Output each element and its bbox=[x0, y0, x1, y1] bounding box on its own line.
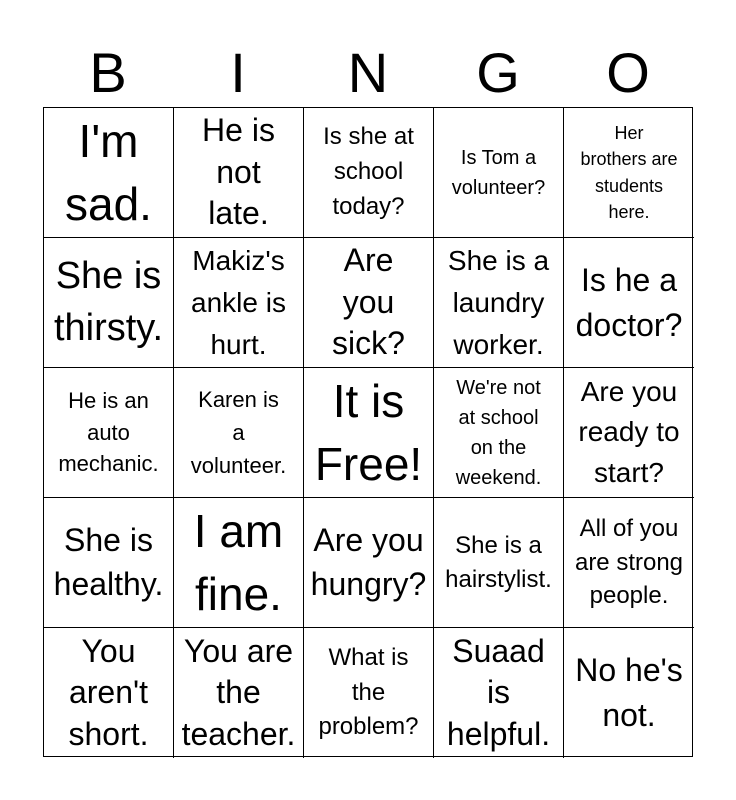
cell-text: Are you sick? bbox=[332, 242, 405, 362]
cell-text: What is the problem? bbox=[318, 643, 419, 741]
cell-text: Suaad is helpful. bbox=[446, 632, 551, 752]
header-letter-i: I bbox=[230, 41, 246, 104]
cell-text: You aren't short. bbox=[68, 632, 149, 752]
bingo-cell[interactable] bbox=[44, 368, 174, 498]
bingo-cell[interactable] bbox=[564, 238, 694, 368]
bingo-cell[interactable] bbox=[564, 108, 694, 238]
bingo-cell[interactable] bbox=[174, 238, 304, 368]
bingo-cell[interactable] bbox=[44, 108, 174, 238]
cell-text: Is she at school today? bbox=[323, 123, 414, 220]
cell-text: He is an auto mechanic. bbox=[58, 387, 159, 477]
bingo-cell[interactable] bbox=[44, 498, 174, 628]
bingo-cell[interactable] bbox=[564, 368, 694, 498]
cell-text: She is a laundry worker. bbox=[447, 244, 550, 360]
header-letter-o: O bbox=[606, 41, 650, 104]
bingo-cell[interactable] bbox=[304, 108, 434, 238]
cell-text: Are you ready to start? bbox=[578, 375, 680, 488]
bingo-cell[interactable] bbox=[44, 628, 174, 758]
cell-text: Her brothers are students here. bbox=[580, 123, 678, 222]
cell-text: Is Tom a volunteer? bbox=[451, 146, 546, 199]
cell-text: He is not late. bbox=[202, 112, 275, 232]
cell-text: All of you are strong people. bbox=[574, 515, 684, 610]
bingo-cell[interactable] bbox=[174, 628, 304, 758]
cell-text: Makiz's ankle is hurt. bbox=[191, 244, 286, 360]
header-letter-b: B bbox=[89, 41, 127, 104]
bingo-cell[interactable] bbox=[434, 368, 564, 498]
cell-text: You are the teacher. bbox=[181, 632, 296, 752]
cell-text: She is healthy. bbox=[53, 522, 164, 602]
cell-text: Is he a doctor? bbox=[575, 261, 683, 343]
bingo-cell[interactable] bbox=[304, 238, 434, 368]
cell-text: We're not at school on the weekend. bbox=[455, 376, 542, 489]
bingo-cell[interactable] bbox=[44, 238, 174, 368]
cell-text: I'm sad. bbox=[65, 114, 152, 230]
cell-text: Are you hungry? bbox=[310, 522, 427, 602]
bingo-cell[interactable] bbox=[434, 238, 564, 368]
bingo-cell[interactable] bbox=[434, 108, 564, 238]
bingo-header bbox=[43, 40, 693, 106]
bingo-cell[interactable] bbox=[304, 498, 434, 628]
cell-text: I am fine. bbox=[193, 504, 284, 620]
cell-text: It is Free! bbox=[314, 374, 423, 490]
bingo-cell[interactable] bbox=[174, 368, 304, 498]
cell-text: Karen is a volunteer. bbox=[190, 387, 287, 478]
cell-text: She is thirsty. bbox=[53, 254, 164, 349]
header-letter-g: G bbox=[476, 41, 520, 104]
bingo-cell[interactable] bbox=[434, 628, 564, 758]
cell-text: No he's not. bbox=[575, 652, 683, 733]
bingo-cell[interactable] bbox=[174, 108, 304, 238]
bingo-cell[interactable] bbox=[564, 498, 694, 628]
bingo-cell[interactable] bbox=[304, 628, 434, 758]
bingo-cell[interactable] bbox=[174, 498, 304, 628]
bingo-card-grid bbox=[43, 107, 693, 757]
bingo-cell[interactable] bbox=[304, 368, 434, 498]
cell-text: She is a hairstylist. bbox=[445, 531, 552, 593]
bingo-cell[interactable] bbox=[564, 628, 694, 758]
header-letter-n: N bbox=[347, 41, 389, 104]
bingo-cell[interactable] bbox=[434, 498, 564, 628]
